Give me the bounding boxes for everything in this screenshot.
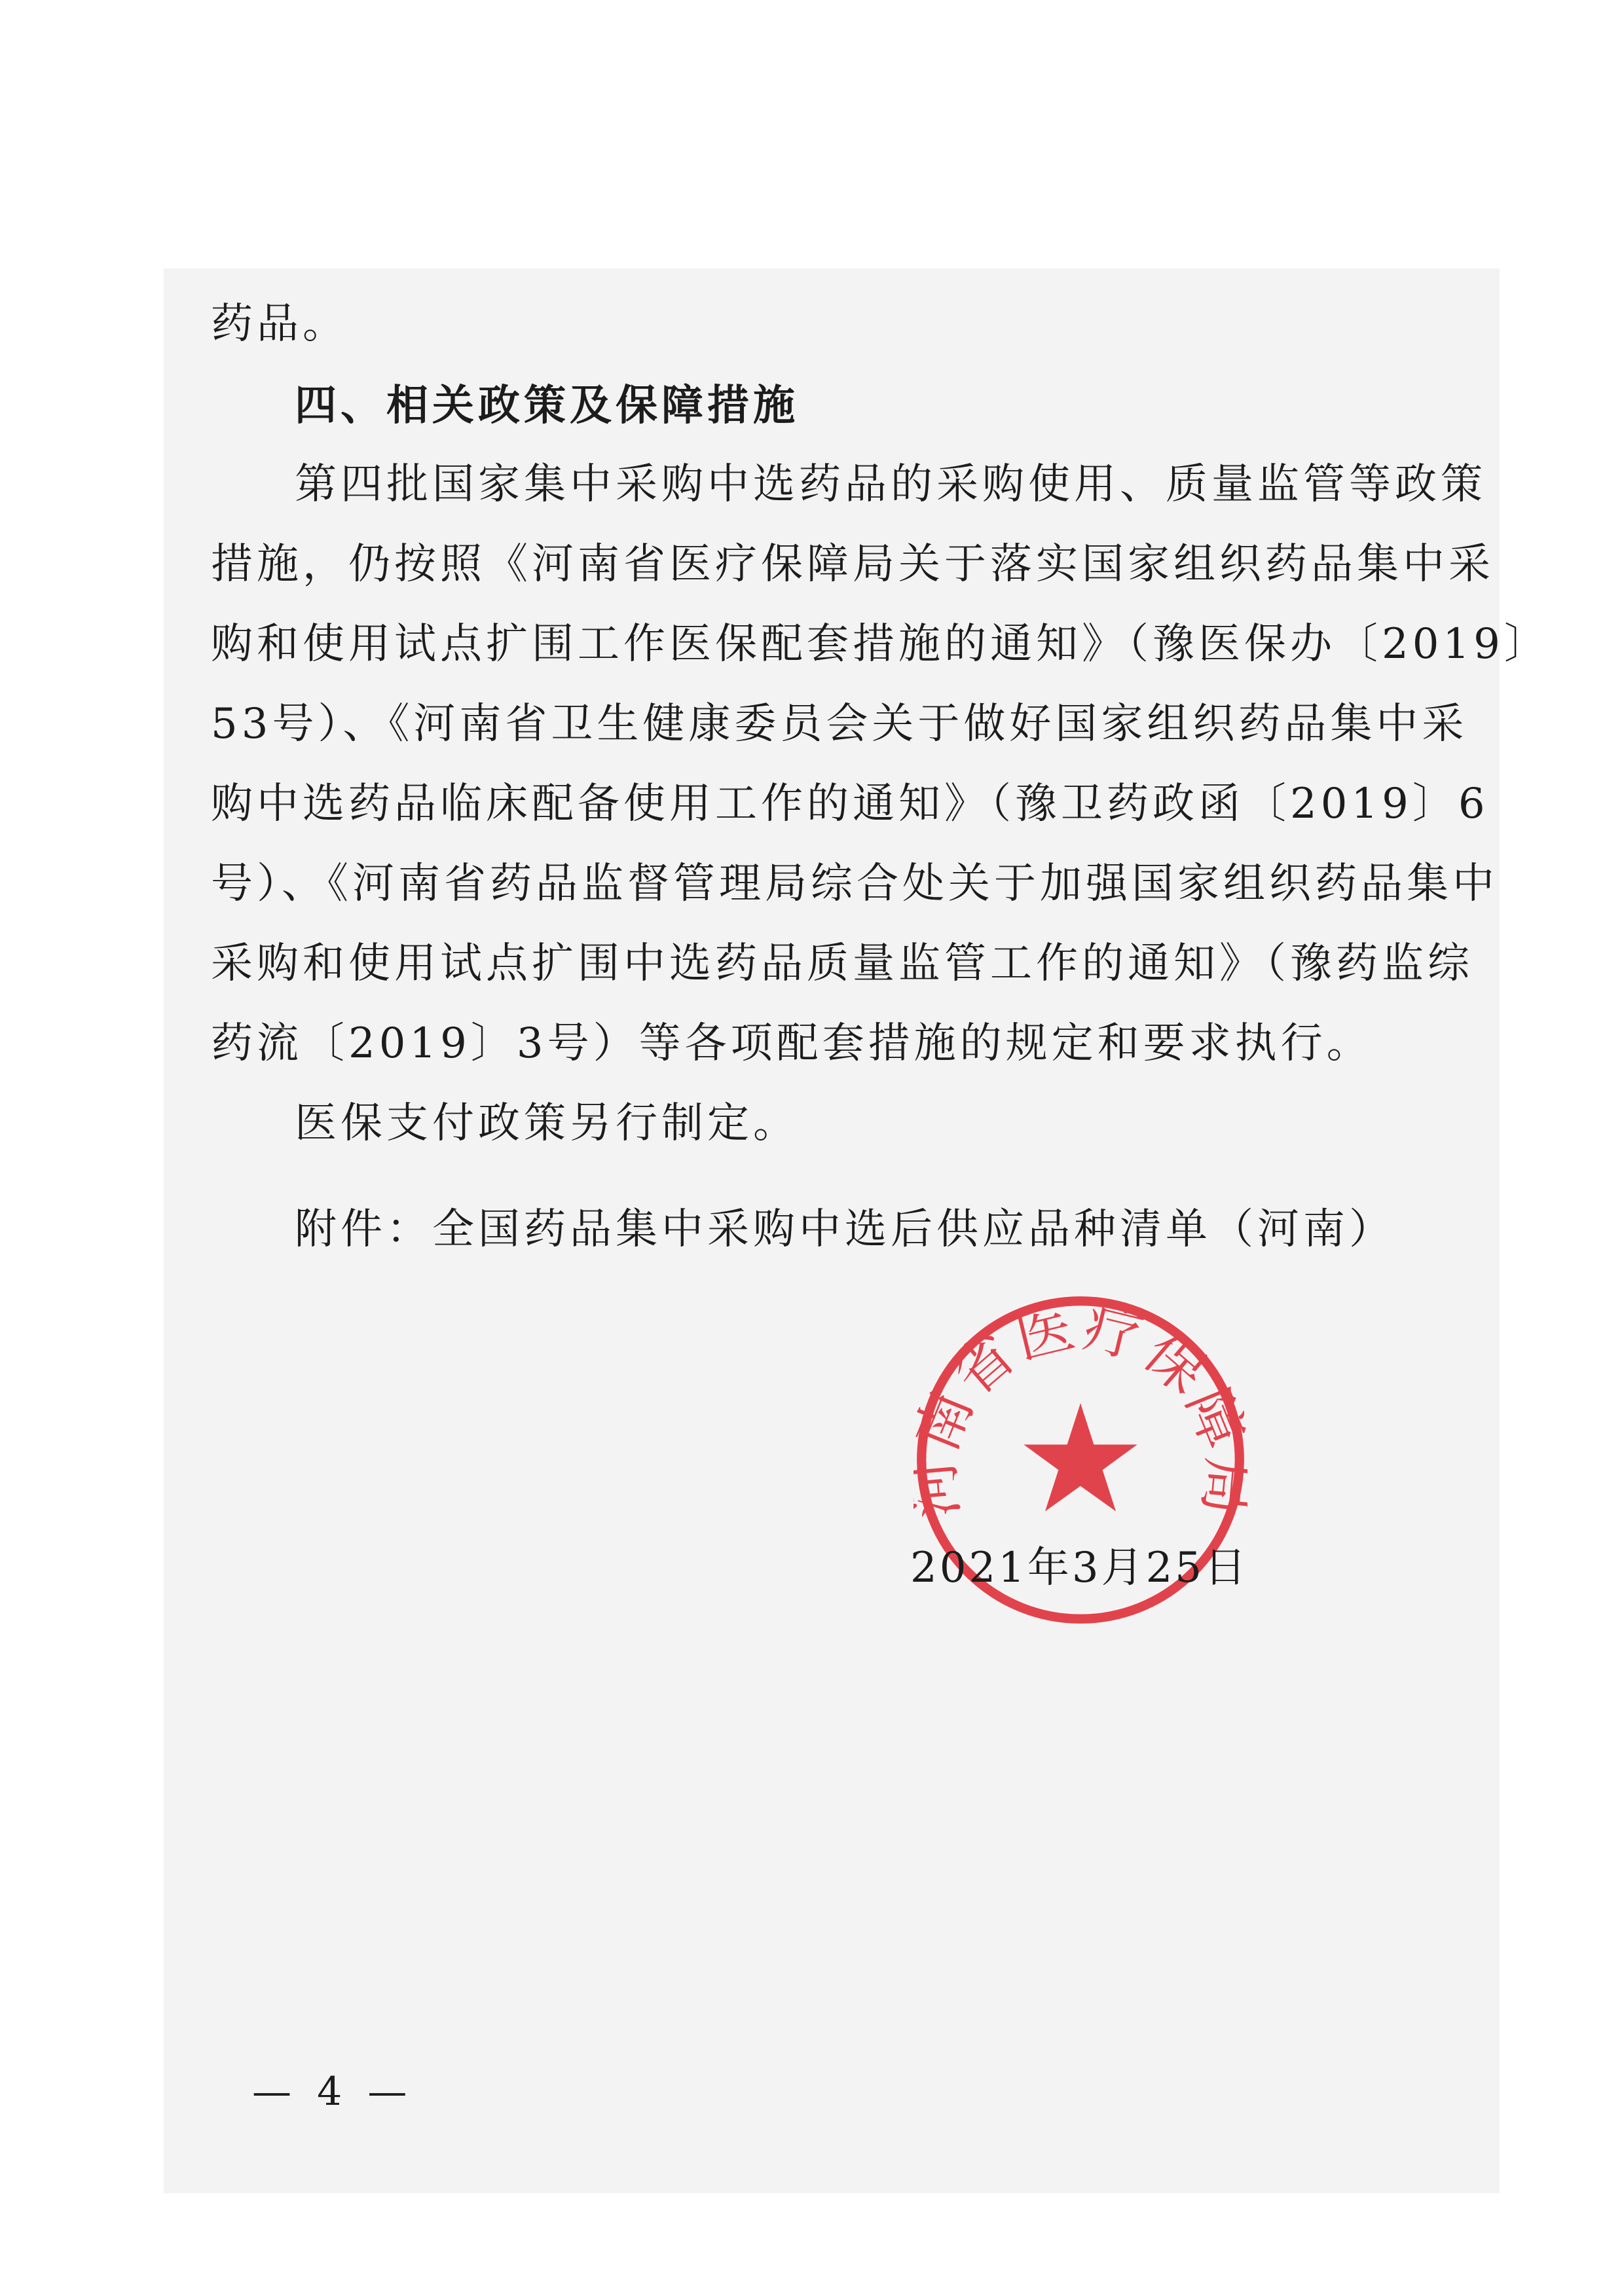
paragraph-line: 措施，仍按照《河南省医疗保障局关于落实国家组织药品集中采 <box>211 540 1494 589</box>
page-number: — 4 — <box>252 2069 414 2115</box>
paragraph-payment-policy: 医保支付政策另行制定。 <box>295 1099 799 1148</box>
paragraph-line: 购中选药品临床配备使用工作的通知》（豫卫药政函〔2019〕6 <box>211 780 1489 828</box>
paragraph-line: 第四批国家集中采购中选药品的采购使用、质量监管等政策 <box>295 460 1486 509</box>
paragraph-line: 购和使用试点扩围工作医保配套措施的通知》（豫医保办〔2019〕 <box>211 620 1550 668</box>
paragraph-line: 采购和使用试点扩围中选药品质量监管工作的通知》（豫药监综 <box>211 939 1473 988</box>
paragraph-line: 药流〔2019〕3号）等各项配套措施的规定和要求执行。 <box>211 1019 1373 1068</box>
svg-text:河南省医疗保障局: 省医疗保 <box>940 1293 1221 1409</box>
paragraph-line: 53号）、《河南省卫生健康委员会关于做好国家组织药品集中采 <box>211 700 1468 748</box>
section-heading: 四、相关政策及保障措施 <box>295 382 799 430</box>
body-line-1: 药品。 <box>211 300 348 348</box>
attachment-line: 附件：全国药品集中采购中选后供应品种清单（河南） <box>295 1205 1395 1254</box>
issue-date: 2021年3月25日 <box>910 1544 1249 1592</box>
paragraph-line: 号）、《河南省药品监督管理局综合处关于加强国家组织药品集中 <box>211 860 1498 908</box>
